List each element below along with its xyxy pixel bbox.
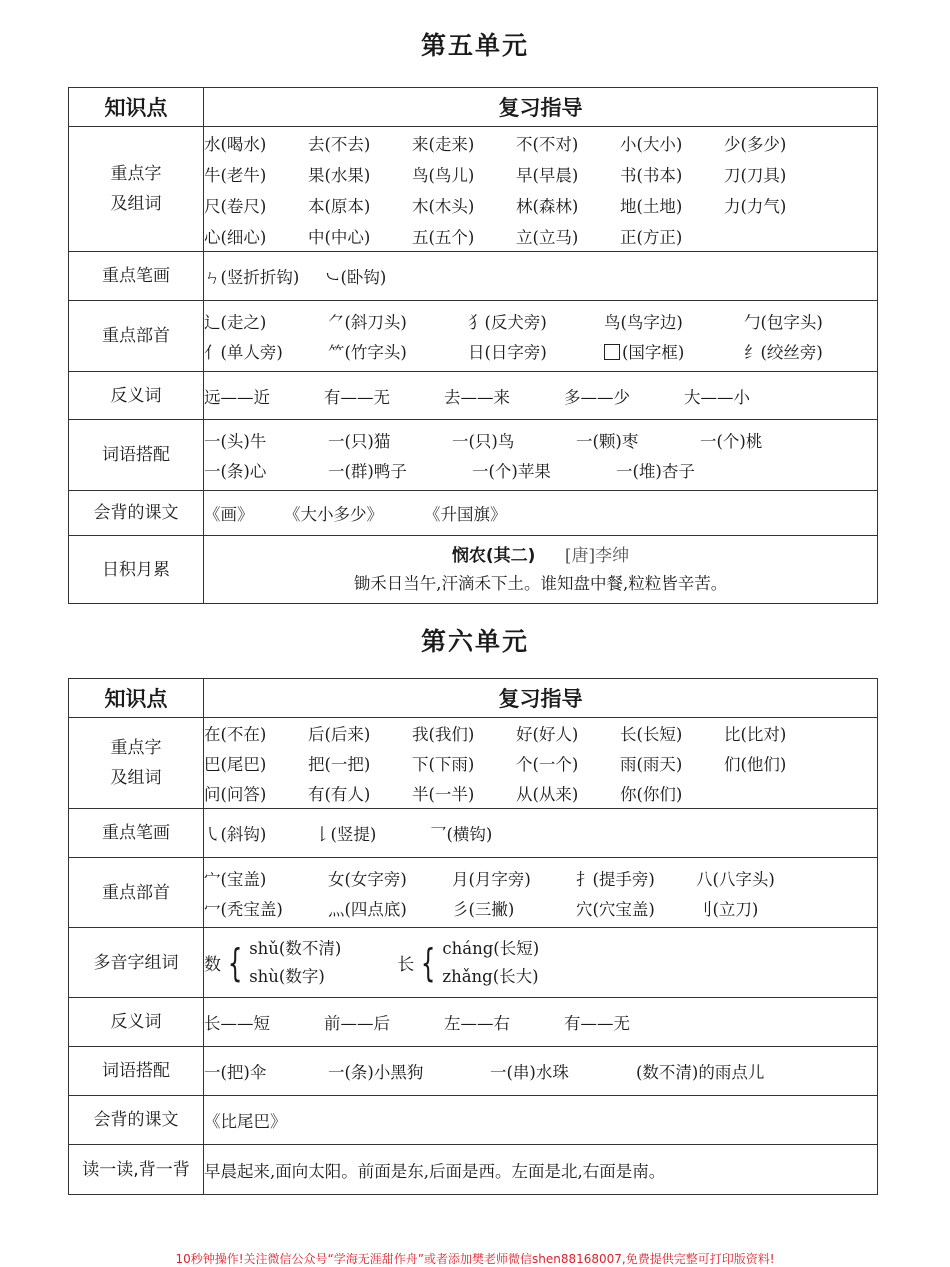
unit5-keychars-line: 水(喝水) 去(不去) 来(走来) 不(不对) 小(大小) 少(多少) xyxy=(204,134,787,154)
unit5-keychars-label: 重点字 及组词 xyxy=(69,127,204,252)
left-brace-icon: { xyxy=(421,940,436,985)
unit5-radicals-label: 重点部首 xyxy=(69,301,204,372)
unit5-collocations-row xyxy=(69,420,878,491)
unit5-radicals-content: 辶(走之) ⺈(斜刀头) 犭(反犬旁) 鸟(鸟字边) 勹(包字头) 亻(单人旁) ⺮(竹字头) 日(日字旁) (国字框) 纟(绞丝旁) xyxy=(204,301,878,372)
polyphonic-char: 数 xyxy=(204,955,221,975)
poem-heading: 悯农(其二) [唐]李绅 xyxy=(451,545,630,566)
unit6-texts-content: 《比尾巴》 xyxy=(204,1096,878,1145)
unit6-header-guide: 复习指导 xyxy=(204,679,878,718)
unit6-read-label: 读一读,背一背 xyxy=(69,1145,204,1195)
unit5-poem xyxy=(204,536,878,604)
unit5-table xyxy=(68,87,878,604)
unit6-read-row xyxy=(69,1145,878,1195)
unit6-antonyms-row xyxy=(69,998,878,1047)
unit5-collocations-content: 一(头)牛 一(只)猫 一(只)鸟 一(颗)枣 一(个)桃 一(条)心 一(群)鸭子 一(个)苹果 一(堆)杏子 xyxy=(204,420,878,491)
footer-promo: 10秒钟操作!关注微信公众号“学海无涯甜作舟”或者添加樊老师微信shen88168007,免费提供完整可打印版资料! xyxy=(175,1252,775,1266)
unit6-table xyxy=(68,678,878,1195)
left-brace-icon: { xyxy=(227,940,243,985)
unit6-antonyms-label: 反义词 xyxy=(69,998,204,1047)
unit6-header-row xyxy=(69,679,878,718)
unit5-strokes-label: 重点笔画 xyxy=(69,252,204,301)
unit6-polyphonic-label: 多音字组词 xyxy=(69,928,204,998)
unit6-keychars-row xyxy=(69,718,878,809)
guozikuang-radical: (国字框) xyxy=(604,339,744,363)
unit5-collocations-label: 词语搭配 xyxy=(69,420,204,491)
unit5-texts-label: 会背的课文 xyxy=(69,491,204,536)
unit5-header-knowledge: 知识点 xyxy=(69,88,204,127)
unit6-header-knowledge: 知识点 xyxy=(69,679,204,718)
unit5-keychars-row xyxy=(69,127,878,252)
unit6-strokes-row xyxy=(69,809,878,858)
unit6-collocations-row xyxy=(69,1047,878,1096)
unit6-radicals-row xyxy=(69,858,878,928)
unit5-strokes-content: ㄣ(竖折折钩) ㇃(卧钩) xyxy=(204,252,878,301)
unit5-antonyms-content: 远——近 有——无 去——来 多——少 大——小 xyxy=(204,372,878,420)
unit5-keychars-line: 尺(卷尺) 本(原本) 木(木头) 林(森林) 地(土地) 力(力气) xyxy=(204,196,787,216)
unit5-keychars-line: 牛(老牛) 果(水果) 鸟(鸟儿) 早(早晨) 书(书本) 刀(刀具) xyxy=(204,165,787,185)
unit6-keychars-line: 问(问答) 有(有人) 半(一半) 从(从来) 你(你们) xyxy=(204,785,683,804)
unit5-header-guide: 复习指导 xyxy=(204,88,878,127)
unit5-antonyms-label: 反义词 xyxy=(69,372,204,420)
unit6-texts-label: 会背的课文 xyxy=(69,1096,204,1145)
unit6-antonyms-content: 长——短 前——后 左——右 有——无 xyxy=(204,998,878,1047)
square-frame-icon xyxy=(604,344,620,360)
unit6-polyphonic-content xyxy=(204,928,878,998)
unit6-polyphonic-row xyxy=(69,928,878,998)
unit6-radicals-label: 重点部首 xyxy=(69,858,204,928)
unit6-keychars-line: 在(不在) 后(后来) 我(我们) 好(好人) 长(长短) 比(比对) xyxy=(204,725,787,744)
unit6-strokes-content: ㇂(斜钩) 𠄌(竖提) 乛(横钩) xyxy=(204,809,878,858)
unit5-keychars-line: 心(细心) 中(中心) 五(五个) 立(立马) 正(方正) xyxy=(204,227,683,247)
unit5-title: 第五单元 xyxy=(420,31,529,60)
unit6-keychars-content xyxy=(204,718,878,809)
unit5-strokes-row xyxy=(69,252,878,301)
unit5-texts-row xyxy=(69,491,878,536)
unit5-keychars-content xyxy=(204,127,878,252)
polyphonic-options: cháng(长短) zhǎng(长大) xyxy=(442,938,540,986)
unit6-title: 第六单元 xyxy=(420,627,529,656)
unit5-accumulate-label: 日积月累 xyxy=(69,536,204,604)
unit6-texts-row xyxy=(69,1096,878,1145)
unit6-strokes-label: 重点笔画 xyxy=(69,809,204,858)
polyphonic-options: shǔ(数不清) shù(数字) xyxy=(249,938,342,986)
unit6-collocations-content: 一(把)伞 一(条)小黑狗 一(串)水珠 (数不清)的雨点儿 xyxy=(204,1047,878,1096)
unit5-header-row xyxy=(69,88,878,127)
unit6-keychars-label: 重点字 及组词 xyxy=(69,718,204,809)
unit5-antonyms-row xyxy=(69,372,878,420)
unit6-read-content: 早晨起来,面向太阳。前面是东,后面是西。左面是北,右面是南。 xyxy=(204,1145,878,1195)
poem-line: 锄禾日当午,汗滴禾下土。谁知盘中餐,粒粒皆辛苦。 xyxy=(353,573,728,593)
unit6-collocations-label: 词语搭配 xyxy=(69,1047,204,1096)
unit5-radicals-row xyxy=(69,301,878,372)
unit6-radicals-content: 宀(宝盖) 女(女字旁) 月(月字旁) 扌(提手旁) 八(八字头) 冖(秃宝盖) 灬(四点底) 彡(三撇) 穴(穴宝盖) 刂(立刀) xyxy=(204,858,878,928)
unit6-keychars-line: 巴(尾巴) 把(一把) 下(下雨) 个(一个) 雨(雨天) 们(他们) xyxy=(204,755,787,774)
polyphonic-char: 长 xyxy=(397,955,415,975)
unit5-accumulate-row xyxy=(69,536,878,604)
unit5-texts-content: 《画》 《大小多少》 《升国旗》 xyxy=(204,491,878,536)
